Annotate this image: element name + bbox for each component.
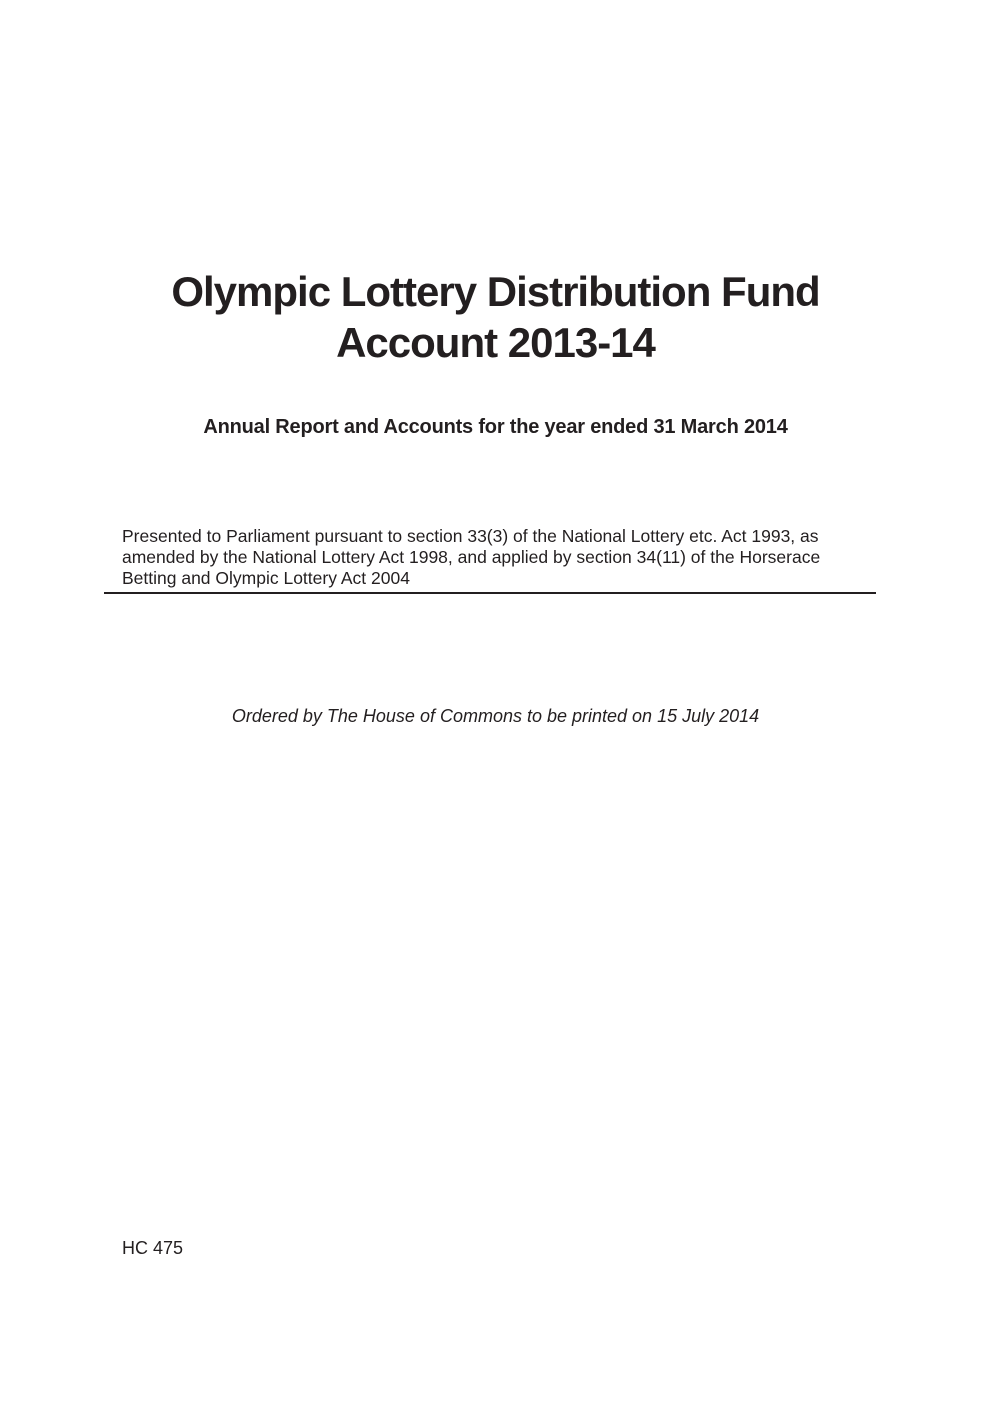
- hc-number: HC 475: [122, 1238, 184, 1258]
- ordered-by-commons-text: Ordered by The House of Commons to be printed on 15 July 2014: [231, 706, 760, 726]
- document-title-line2: Account 2013-14: [336, 319, 655, 366]
- horizontal-rule: [104, 592, 876, 594]
- document-subtitle: Annual Report and Accounts for the year ended 31 March 2014: [203, 416, 788, 438]
- document-title: [0, 266, 991, 368]
- document-title-line1: Olympic Lottery Distribution Fund: [171, 268, 820, 315]
- presented-to-parliament-text: Presented to Parliament pursuant to section 33(3) of the National Lottery etc. Act 1993, as amended by the National Lottery Act 1998, and applied by section 34(11) of the Horserace Betting and Olympic Lottery Act 2004: [122, 526, 821, 588]
